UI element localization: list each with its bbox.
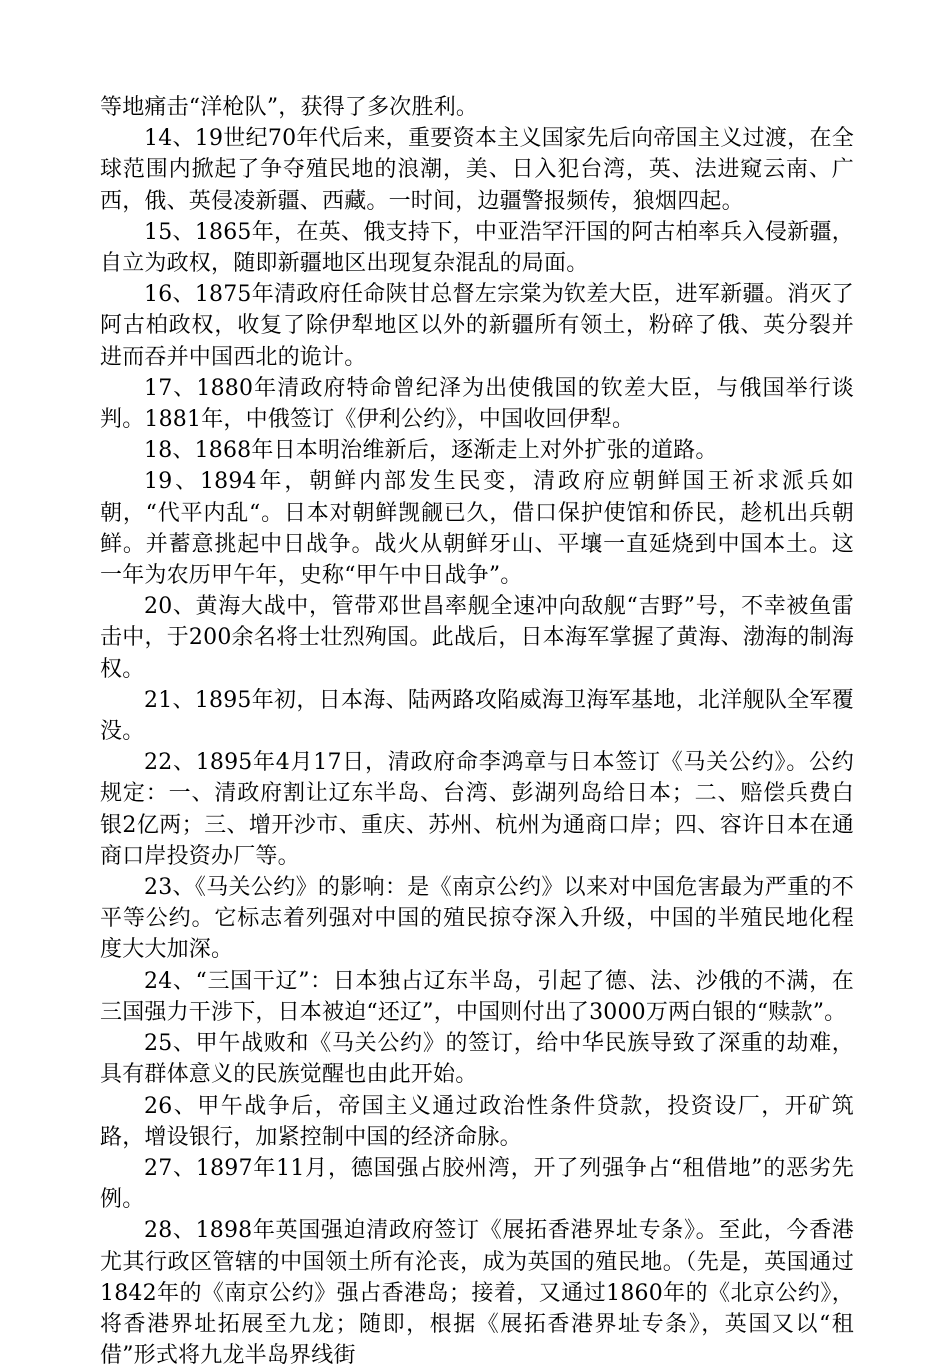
paragraph-19: 19、1894年，朝鲜内部发生民变，清政府应朝鲜国王祈求派兵如朝，“代平内乱“。日本对朝鲜觊觎已久，借口保护使馆和侨民，趁机出兵朝鲜。并蓄意挑起中日战争。战火从朝鲜牙山、平壤一直延烧到中国本土。这一年为农历甲午年，史称“甲午中日战争”。 — [100, 469, 854, 589]
paragraph-25: 25、甲午战败和《马关公约》的签订，给中华民族导致了深重的劫难，具有群体意义的民族觉醒也由此开始。 — [100, 1031, 854, 1088]
paragraph-17: 17、1880年清政府特命曾纪泽为出使俄国的钦差大臣，与俄国举行谈判。1881年，中俄签订《伊利公约》，中国收回伊犁。 — [100, 375, 854, 433]
paragraph-16: 16、1875年清政府任命陕甘总督左宗棠为钦差大臣，进军新疆。消灭了阿古柏政权，收复了除伊犁地区以外的新疆所有领土，粉碎了俄、英分裂并进而吞并中国西北的诡计。 — [100, 282, 854, 370]
paragraph-26: 26、甲午战争后，帝国主义通过政治性条件贷款，投资设厂，开矿筑路，增设银行，加紧控制中国的经济命脉。 — [100, 1093, 854, 1150]
paragraph-continuation: 等地痛击“洋枪队”，获得了多次胜利。 — [100, 95, 479, 120]
paragraph-22: 22、1895年4月17日，清政府命李鸿章与日本签订《马关公约》。公约规定：一、清政府割让辽东半岛、台湾、彭湖列岛给日本；二、赔偿兵费白银2亿两；三、增开沙市、重庆、苏州、杭州为通商口岸；四、容许日本在通商口岸投资办厂等。 — [100, 750, 854, 869]
paragraph-28: 28、1898年英国强迫清政府签订《展拓香港界址专条》。至此，今香港尤其行政区管辖的中国领土所有沦丧，成为英国的殖民地。（先是，英国通过1842年的《南京公约》强占香港岛；接着，又通过1860年的《北京公约》，将香港界址拓展至九龙；随即，根据《展拓香港界址专条》，英国又以“租借”形式将九龙半岛界线街 — [100, 1218, 854, 1369]
paragraph-24: 24、“三国干辽”：日本独占辽东半岛，引起了德、法、沙俄的不满，在三国强力干涉下，日本被迫“还辽”，中国则付出了3000万两白银的“赎款”。 — [100, 968, 854, 1025]
paragraph-18: 18、1868年日本明治维新后，逐渐走上对外扩张的道路。 — [144, 438, 718, 464]
paragraph-21: 21、1895年初，日本海、陆两路攻陷威海卫海军基地，北洋舰队全军覆没。 — [100, 687, 854, 745]
paragraph-14: 14、19世纪70年代后来，重要资本主义国家先后向帝国主义过渡，在全球范围内掀起了争夺殖民地的浪潮，美、日入犯台湾，英、法进窥云南、广西，俄、英侵凌新疆、西藏。一时间，边疆警报频传，狼烟四起。 — [100, 126, 854, 214]
paragraph-15: 15、1865年，在英、俄支持下，中亚浩罕汗国的阿古柏率兵入侵新疆，自立为政权，随即新疆地区出现复杂混乱的局面。 — [100, 219, 854, 277]
paragraph-23: 23、《马关公约》的影响：是《南京公约》以来对中国危害最为严重的不平等公约。它标志着列强对中国的殖民掠夺深入升级，中国的半殖民地化程度大大加深。 — [100, 875, 854, 963]
paragraph-20: 20、黄海大战中，管带邓世昌率舰全速冲向敌舰“吉野”号，不幸被鱼雷击中，于200余名将士壮烈殉国。此战后，日本海军掌握了黄海、渤海的制海权。 — [100, 594, 854, 682]
paragraph-27: 27、1897年11月，德国强占胶州湾，开了列强争占“租借地”的恶劣先例。 — [100, 1155, 854, 1213]
